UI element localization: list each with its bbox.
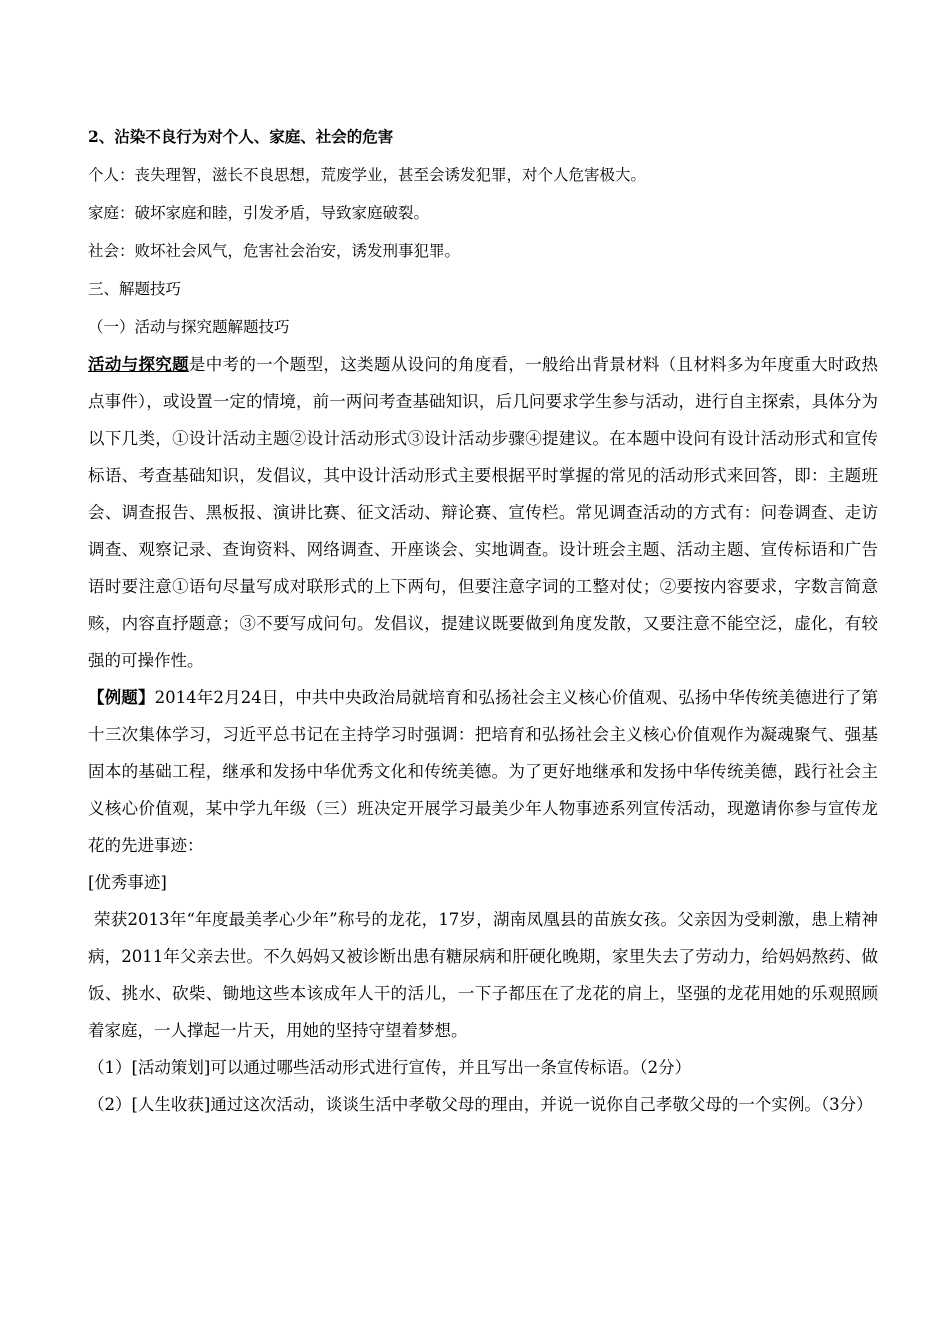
harm-family: 家庭：破坏家庭和睦，引发矛盾，导致家庭破裂。 bbox=[88, 204, 430, 222]
question-1: （1）[活动策划]可以通过哪些活动形式进行宣传，并且写出一条宣传标语。（2分） bbox=[88, 1058, 692, 1077]
section-3-subheading: （一）活动与探究题解题技巧 bbox=[88, 318, 290, 336]
example-label: 【例题】 bbox=[88, 688, 155, 707]
harm-personal: 个人：丧失理智，滋长不良思想，荒废学业，甚至会诱发犯罪，对个人危害极大。 bbox=[88, 166, 647, 184]
question-2: （2）[人生收获]通过这次活动，谈谈生活中孝敬父母的理由，并说一说你自己孝敬父母的一个实例。（3分） bbox=[88, 1095, 873, 1114]
document-page bbox=[88, 118, 878, 1123]
section-3-heading: 三、解题技巧 bbox=[88, 280, 182, 298]
material-text: 荣获2013年“年度最美孝心少年”称号的龙花，17岁，湖南凤凰县的苗族女孩。父亲因为受刺激，患上精神病，2011年父亲去世。不久妈妈又被诊断出患有糖尿病和肝硬化晚期，家里失去了劳动力，给妈妈熬药、做饭、挑水、砍柴、锄地这些本该成年人干的活儿，一下子都压在了龙花的肩上，坚强的龙花用她的乐观照顾着家庭，一人撑起一片天，用她的坚持守望着梦想。 bbox=[88, 910, 878, 1040]
technique-text: 是中考的一个题型，这类题从设问的角度看，一般给出背景材料（且材料多为年度重大时政热点事件），或设置一定的情境，前一两问考查基础知识，后几问要求学生参与活动，进行自主探索，具体分为以下几类，①设计活动主题②设计活动形式③设计活动步骤④提建议。在本题中设问有设计活动形式和宣传标语、考查基础知识，发倡议，其中设计活动形式主要根据平时掌握的常见的活动形式来回答，即：主题班会、调查报告、黑板报、演讲比赛、征文活动、辩论赛、宣传栏。常见调查活动的方式有：问卷调查、走访调查、观察记录、查询资料、网络调查、开座谈会、实地调查。设计班会主题、活动主题、宣传标语和广告语时要注意①语句尽量写成对联形式的上下两句，但要注意字词的工整对仗；②要按内容要求，字数言简意赅，内容直抒题意；③不要写成问句。发倡议，提建议既要做到角度发散，又要注意不能空泛，虚化，有较强的可操作性。 bbox=[88, 355, 879, 670]
material-paragraph bbox=[88, 901, 878, 1049]
example-paragraph bbox=[88, 679, 878, 864]
section-2-heading: 2、沾染不良行为对个人、家庭、社会的危害 bbox=[88, 127, 394, 146]
material-label: [优秀事迹] bbox=[88, 873, 167, 892]
technique-paragraph bbox=[88, 346, 878, 679]
harm-society: 社会：败坏社会风气，危害社会治安，诱发刑事犯罪。 bbox=[88, 242, 461, 260]
example-text: 2014年2月24日，中共中央政治局就培育和弘扬社会主义核心价值观、弘扬中华传统美德进行了第十三次集体学习，习近平总书记在主持学习时强调：把培育和弘扬社会主义核心价值观作为凝魂聚气、强基固本的基础工程，继承和发扬中华优秀文化和传统美德。为了更好地继承和发扬中华传统美德，践行社会主义核心价值观，某中学九年级（三）班决定开展学习最美少年人物事迹系列宣传活动，现邀请你参与宣传龙花的先进事迹： bbox=[88, 688, 878, 855]
activity-inquiry-keyword: 活动与探究题 bbox=[88, 355, 189, 374]
